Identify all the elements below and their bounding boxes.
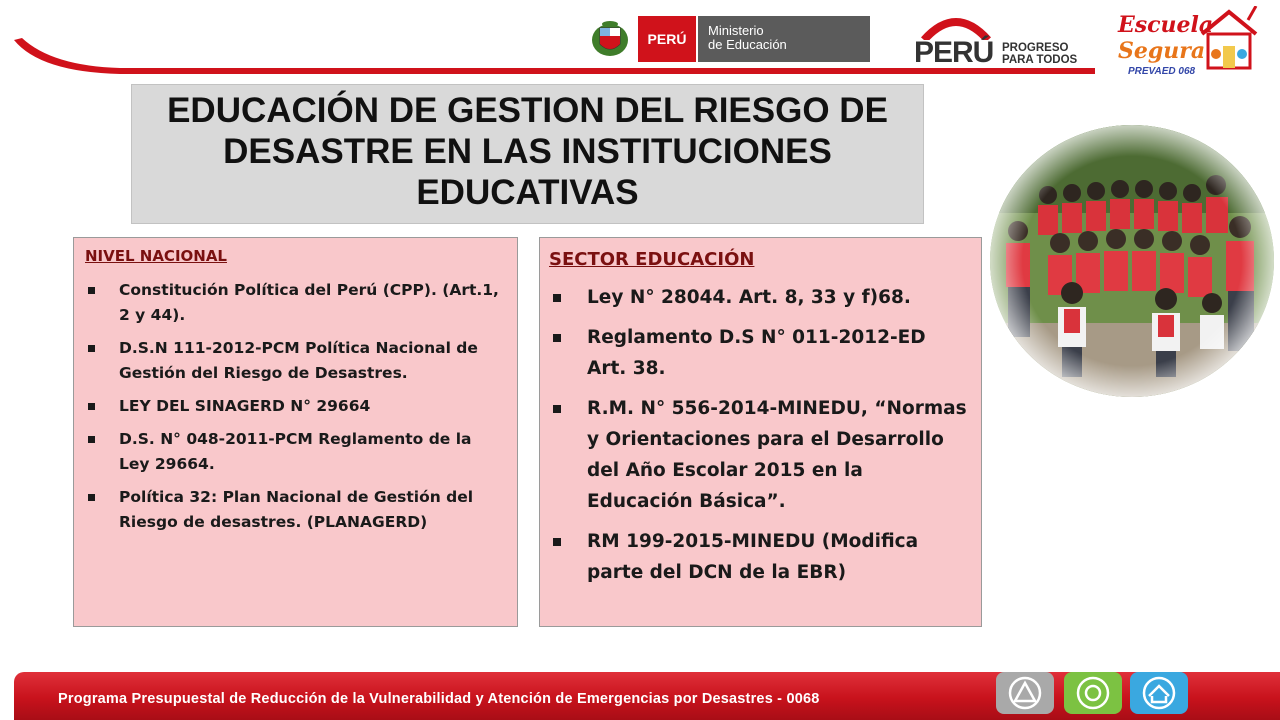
list-item-text: Ley N° 28044. Art. 8, 33 y f)68. [587,287,911,308]
list-item-text: R.M. N° 556-2014-MINEDU, “Normas y Orientaciones para el Desarrollo del Año Escolar 2015 en la Educación Básica”. [587,398,967,512]
peru-label: PERÚ [638,16,696,62]
list-item [549,322,969,384]
school-house-icon [1196,6,1262,76]
segura-word: Segura [1118,38,1206,64]
list-item [85,427,505,477]
list-item [85,278,505,328]
ministry-line-1: Ministerio [708,23,764,38]
bullet-icon [553,538,561,546]
ministerio-educacion-logo [586,16,870,62]
list-item [85,394,505,419]
program-text: Programa Presupuestal de Reducción de la Vulnerabilidad y Atención de Emergencias por Desastres - 0068 [58,691,820,707]
list-item [85,485,505,535]
list-item-text: Política 32: Plan Nacional de Gestión del Riesgo de desastres. (PLANAGERD) [119,488,474,531]
bullet-icon [88,345,95,352]
bullet-icon [553,405,561,413]
risk-triangle-icon [996,672,1054,714]
coat-of-arms-icon [586,16,634,62]
nivel-nacional-heading: NIVEL NACIONAL [85,247,227,265]
shelter-house-icon [1130,672,1188,714]
nivel-nacional-panel [73,237,518,627]
bullet-icon [88,287,95,294]
sector-educacion-heading: SECTOR EDUCACIÓN [549,249,755,270]
list-item-text: Constitución Política del Perú (CPP). (Art.1, 2 y 44). [119,281,499,324]
bullet-icon [553,294,561,302]
bullet-icon [88,494,95,501]
list-item-text: Reglamento D.S N° 011-2012-ED Art. 38. [587,327,926,379]
students-group-photo [988,123,1276,399]
bullet-icon [88,436,95,443]
progreso-tagline [1002,42,1077,66]
list-item-text: RM 199-2015-MINEDU (Modifica parte del DCN de la EBR) [587,531,919,583]
list-item [549,282,969,313]
peru-progreso-logo [914,12,1094,68]
list-item-text: D.S.N 111-2012-PCM Política Nacional de Gestión del Riesgo de Desastres. [119,339,478,382]
list-item [549,393,969,517]
list-item-text: D.S. N° 048-2011-PCM Reglamento de la Ley 29664. [119,430,472,473]
title-banner [131,84,924,224]
ministry-line-2: de Educación [708,37,787,52]
prevention-circle-icon [1064,672,1122,714]
page-title: EDUCACIÓN DE GESTION DEL RIESGO DE DESASTRE EN LAS INSTITUCIONES EDUCATIVAS [167,90,888,212]
sector-educacion-list [549,282,969,588]
nivel-nacional-list [85,278,505,535]
escuela-segura-logo [1112,6,1262,80]
bullet-icon [553,334,561,342]
progreso-brand-word: PERÚ [914,36,994,69]
prevaed-label: PREVAED 068 [1128,66,1196,77]
escuela-word: Escuela [1118,12,1214,38]
list-item-text: LEY DEL SINAGERD N° 29664 [119,397,371,415]
ministry-label [696,16,870,62]
list-item [549,526,969,588]
list-item [85,336,505,386]
sector-educacion-panel [539,237,982,627]
bullet-icon [88,403,95,410]
progreso-line-1: PROGRESO [1002,42,1069,54]
progreso-line-2: PARA TODOS [1002,54,1078,66]
